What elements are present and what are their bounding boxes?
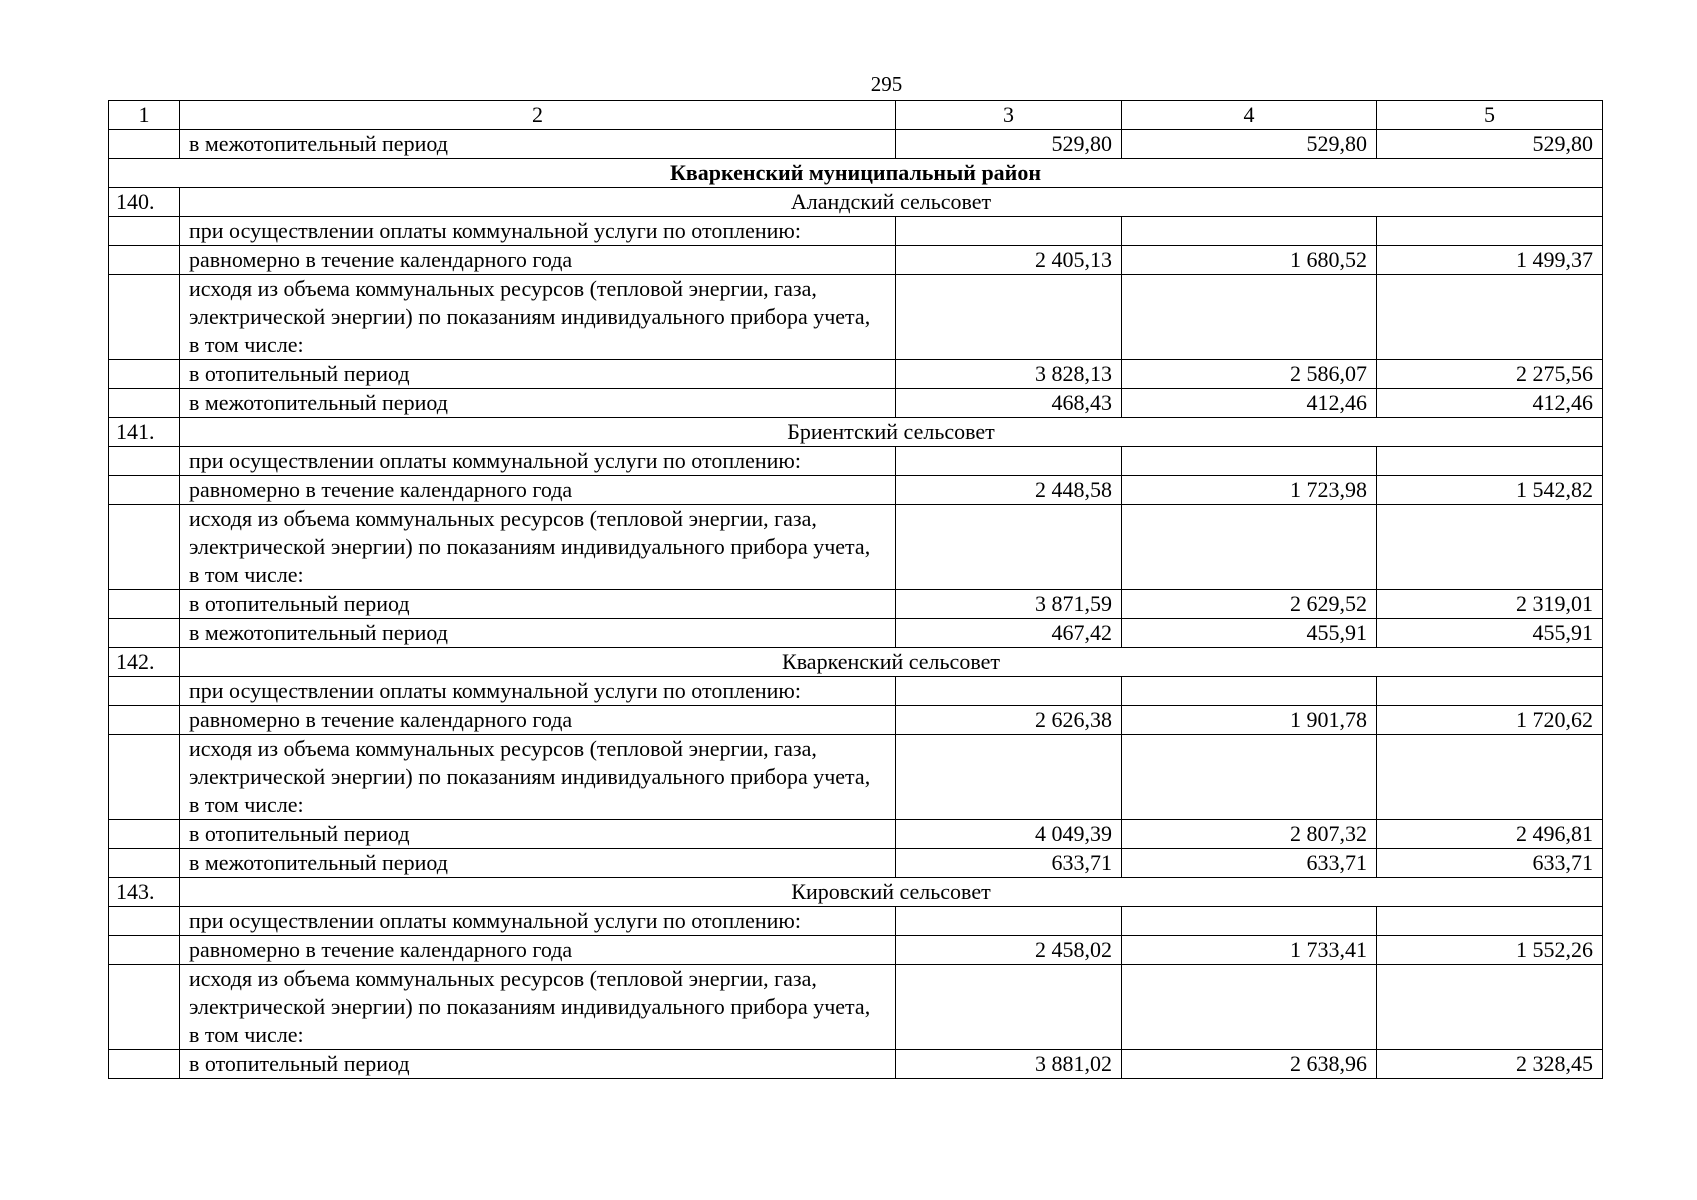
value-col-4: 2 586,07 — [1122, 360, 1377, 389]
value-col-3: 467,42 — [896, 619, 1122, 648]
table-row — [109, 590, 1603, 619]
district-title: Кваркенский муниципальный район — [109, 159, 1603, 188]
value-col-4: 455,91 — [1122, 619, 1377, 648]
value-col-4 — [1122, 965, 1377, 1050]
value-col-5: 412,46 — [1377, 389, 1603, 418]
row-label: в межотопительный период — [180, 130, 896, 159]
table-row — [109, 130, 1603, 159]
row-label: исходя из объема коммунальных ресурсов (тепловой энергии, газа, электрической энергии) по показаниям индивидуального прибора учета, в том числе: — [180, 275, 896, 360]
table-row — [109, 907, 1603, 936]
value-col-4 — [1122, 275, 1377, 360]
table-row — [109, 677, 1603, 706]
section-number: 143. — [109, 878, 180, 907]
row-number-cell — [109, 907, 180, 936]
value-col-3: 3 881,02 — [896, 1050, 1122, 1079]
row-label: в отопительный период — [180, 590, 896, 619]
row-label: в отопительный период — [180, 360, 896, 389]
value-col-5 — [1377, 275, 1603, 360]
row-label: в межотопительный период — [180, 619, 896, 648]
value-col-5: 2 275,56 — [1377, 360, 1603, 389]
value-col-3 — [896, 907, 1122, 936]
value-col-5: 1 542,82 — [1377, 476, 1603, 505]
table-row — [109, 936, 1603, 965]
value-col-5: 1 720,62 — [1377, 706, 1603, 735]
column-header-1: 1 — [109, 101, 180, 130]
value-col-4: 633,71 — [1122, 849, 1377, 878]
row-label: в отопительный период — [180, 1050, 896, 1079]
table-row — [109, 1050, 1603, 1079]
value-col-3 — [896, 677, 1122, 706]
column-header-5: 5 — [1377, 101, 1603, 130]
value-col-3: 2 448,58 — [896, 476, 1122, 505]
value-col-4 — [1122, 677, 1377, 706]
value-col-4 — [1122, 735, 1377, 820]
value-col-4 — [1122, 447, 1377, 476]
row-number-cell — [109, 217, 180, 246]
table-row — [109, 217, 1603, 246]
row-number-cell — [109, 360, 180, 389]
value-col-3 — [896, 965, 1122, 1050]
section-title: Кировский сельсовет — [180, 878, 1603, 907]
table-row — [109, 360, 1603, 389]
value-col-4: 529,80 — [1122, 130, 1377, 159]
value-col-3: 3 828,13 — [896, 360, 1122, 389]
value-col-5 — [1377, 217, 1603, 246]
row-number-cell — [109, 505, 180, 590]
district-header-row — [109, 159, 1603, 188]
section-row — [109, 878, 1603, 907]
value-col-5 — [1377, 735, 1603, 820]
value-col-5: 529,80 — [1377, 130, 1603, 159]
section-number: 141. — [109, 418, 180, 447]
row-number-cell — [109, 476, 180, 505]
section-row — [109, 188, 1603, 217]
row-label: исходя из объема коммунальных ресурсов (тепловой энергии, газа, электрической энергии) по показаниям индивидуального прибора учета, в том числе: — [180, 965, 896, 1050]
value-col-5 — [1377, 447, 1603, 476]
value-col-5: 633,71 — [1377, 849, 1603, 878]
value-col-3: 529,80 — [896, 130, 1122, 159]
row-number-cell — [109, 936, 180, 965]
row-number-cell — [109, 246, 180, 275]
column-header-2: 2 — [180, 101, 896, 130]
row-number-cell — [109, 275, 180, 360]
row-label: исходя из объема коммунальных ресурсов (тепловой энергии, газа, электрической энергии) по показаниям индивидуального прибора учета, в том числе: — [180, 735, 896, 820]
row-number-cell — [109, 735, 180, 820]
row-label: в межотопительный период — [180, 389, 896, 418]
value-col-4: 2 638,96 — [1122, 1050, 1377, 1079]
row-number-cell — [109, 849, 180, 878]
section-title: Кваркенский сельсовет — [180, 648, 1603, 677]
row-label: в межотопительный период — [180, 849, 896, 878]
page-number: 295 — [870, 72, 903, 96]
value-col-5: 1 499,37 — [1377, 246, 1603, 275]
value-col-5 — [1377, 965, 1603, 1050]
row-label: равномерно в течение календарного года — [180, 936, 896, 965]
section-number: 140. — [109, 188, 180, 217]
row-label: в отопительный период — [180, 820, 896, 849]
row-number-cell — [109, 619, 180, 648]
row-number-cell — [109, 965, 180, 1050]
table-row — [109, 447, 1603, 476]
value-col-5: 2 328,45 — [1377, 1050, 1603, 1079]
row-label: при осуществлении оплаты коммунальной услуги по отоплению: — [180, 907, 896, 936]
table-row — [109, 619, 1603, 648]
value-col-5 — [1377, 677, 1603, 706]
value-col-3 — [896, 275, 1122, 360]
value-col-5: 1 552,26 — [1377, 936, 1603, 965]
section-title: Аландский сельсовет — [180, 188, 1603, 217]
value-col-4: 412,46 — [1122, 389, 1377, 418]
value-col-3 — [896, 735, 1122, 820]
row-label: равномерно в течение календарного года — [180, 246, 896, 275]
value-col-5: 2 319,01 — [1377, 590, 1603, 619]
value-col-3: 2 458,02 — [896, 936, 1122, 965]
row-label: при осуществлении оплаты коммунальной услуги по отоплению: — [180, 217, 896, 246]
row-number-cell — [109, 130, 180, 159]
table-row — [109, 965, 1603, 1050]
row-label: при осуществлении оплаты коммунальной услуги по отоплению: — [180, 447, 896, 476]
table-row — [109, 505, 1603, 590]
value-col-5: 2 496,81 — [1377, 820, 1603, 849]
value-col-5 — [1377, 505, 1603, 590]
value-col-3: 468,43 — [896, 389, 1122, 418]
row-label: равномерно в течение календарного года — [180, 706, 896, 735]
value-col-3 — [896, 447, 1122, 476]
row-number-cell — [109, 590, 180, 619]
value-col-3: 633,71 — [896, 849, 1122, 878]
table-row — [109, 735, 1603, 820]
column-number-header-row — [109, 101, 1603, 130]
table-row — [109, 476, 1603, 505]
value-col-4: 2 629,52 — [1122, 590, 1377, 619]
value-col-4: 1 680,52 — [1122, 246, 1377, 275]
table-body — [109, 130, 1603, 1079]
section-number: 142. — [109, 648, 180, 677]
row-label: равномерно в течение календарного года — [180, 476, 896, 505]
value-col-4 — [1122, 907, 1377, 936]
value-col-4: 1 733,41 — [1122, 936, 1377, 965]
row-number-cell — [109, 389, 180, 418]
value-col-3: 4 049,39 — [896, 820, 1122, 849]
value-col-3 — [896, 217, 1122, 246]
value-col-3 — [896, 505, 1122, 590]
row-label: при осуществлении оплаты коммунальной услуги по отоплению: — [180, 677, 896, 706]
table-row — [109, 275, 1603, 360]
table-row — [109, 389, 1603, 418]
column-header-3: 3 — [896, 101, 1122, 130]
section-title: Бриентский сельсовет — [180, 418, 1603, 447]
value-col-4: 2 807,32 — [1122, 820, 1377, 849]
row-number-cell — [109, 447, 180, 476]
table-row — [109, 246, 1603, 275]
value-col-3: 2 405,13 — [896, 246, 1122, 275]
section-row — [109, 418, 1603, 447]
value-col-4: 1 723,98 — [1122, 476, 1377, 505]
value-col-5: 455,91 — [1377, 619, 1603, 648]
column-header-4: 4 — [1122, 101, 1377, 130]
value-col-4: 1 901,78 — [1122, 706, 1377, 735]
row-number-cell — [109, 820, 180, 849]
row-number-cell — [109, 677, 180, 706]
row-number-cell — [109, 1050, 180, 1079]
section-row — [109, 648, 1603, 677]
row-label: исходя из объема коммунальных ресурсов (тепловой энергии, газа, электрической энергии) по показаниям индивидуального прибора учета, в том числе: — [180, 505, 896, 590]
table-row — [109, 849, 1603, 878]
value-col-3: 3 871,59 — [896, 590, 1122, 619]
value-col-4 — [1122, 217, 1377, 246]
table-row — [109, 706, 1603, 735]
value-col-4 — [1122, 505, 1377, 590]
value-col-5 — [1377, 907, 1603, 936]
table-row — [109, 820, 1603, 849]
value-col-3: 2 626,38 — [896, 706, 1122, 735]
tariff-table — [108, 100, 1603, 1079]
row-number-cell — [109, 706, 180, 735]
